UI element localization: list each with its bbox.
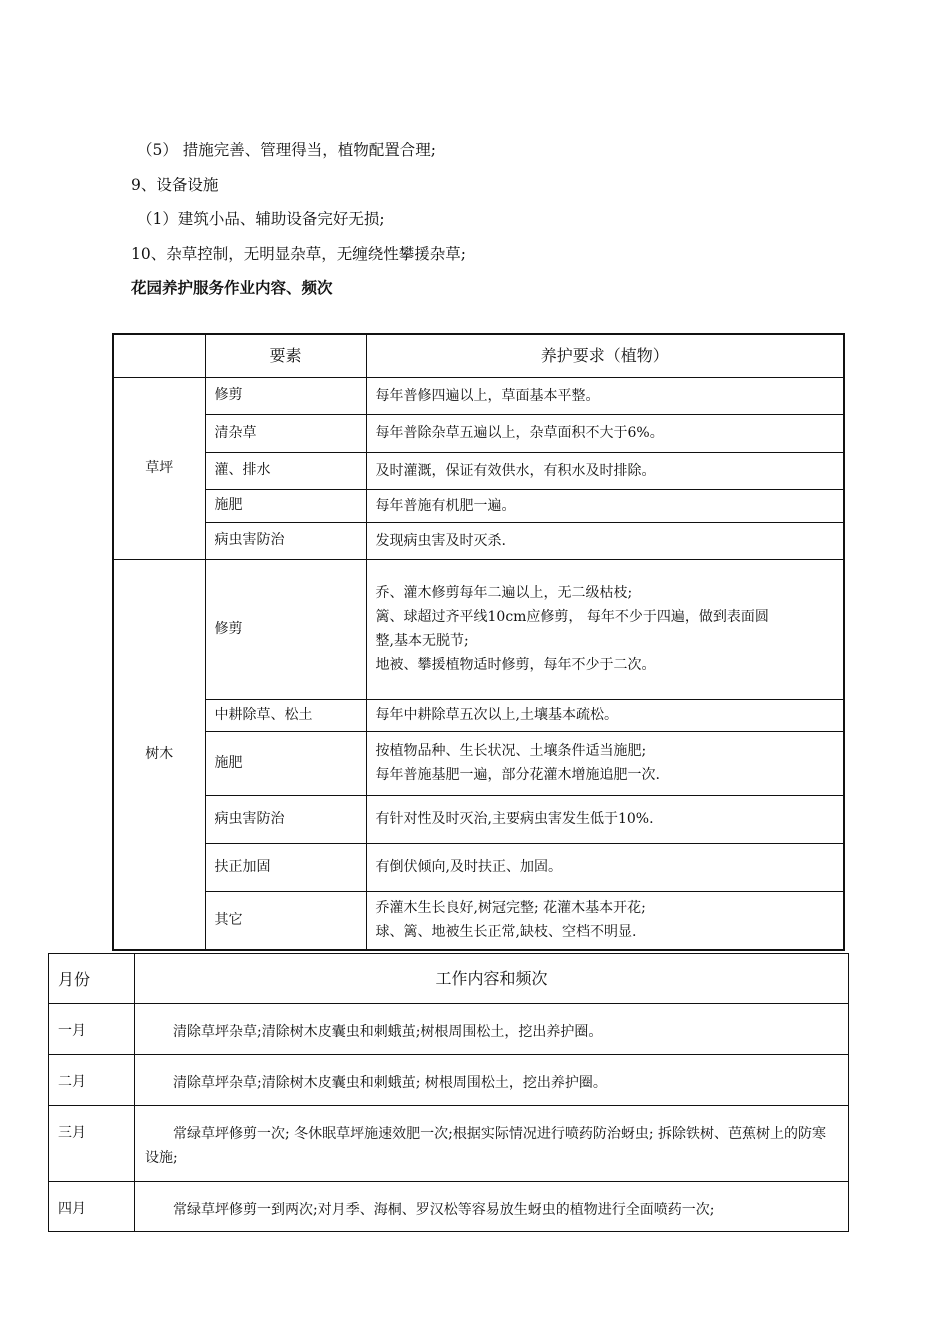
intro-line-2: 9、设备设施 — [131, 176, 219, 194]
header-content: 工作内容和频次 — [135, 954, 849, 1004]
element-cell: 施肥 — [205, 731, 366, 795]
requirement-cell: 乔、灌木修剪每年二遍以上，无二级枯枝; 篱、球超过齐平线10cm应修剪， 每年不少于四遍，做到表面圆 整,基本无脱节; 地被、攀援植物适时修剪，每年不少于二次。 — [366, 559, 844, 699]
table-row — [113, 522, 844, 559]
element-cell: 其它 — [205, 891, 366, 950]
content-cell: 常绿草坪修剪一次; 冬休眠草坪施速效肥一次;根据实际情况进行喷药防治蚜虫; 拆除铁树、芭蕉树上的防寒设施; — [135, 1106, 849, 1182]
table-row — [49, 1004, 849, 1055]
intro-line-3: （1）建筑小品、辅助设备完好无损; — [137, 210, 385, 228]
requirement-cell: 发现病虫害及时灭杀. — [366, 522, 844, 559]
requirement-cell: 每年普除杂草五遍以上，杂草面积不大于6%。 — [366, 414, 844, 452]
requirement-cell: 乔灌木生长良好,树冠完整; 花灌木基本开花; 球、篱、地被生长正常,缺枝、空档不明显. — [366, 891, 844, 950]
requirement-cell: 及时灌溉，保证有效供水，有积水及时排除。 — [366, 452, 844, 489]
table-row — [113, 891, 844, 950]
table-row — [113, 489, 844, 522]
maintenance-header-row — [113, 334, 844, 377]
element-cell: 清杂草 — [205, 414, 366, 452]
requirement-cell: 有倒伏倾向,及时扶正、加固。 — [366, 843, 844, 891]
table-row — [113, 559, 844, 699]
element-cell: 扶正加固 — [205, 843, 366, 891]
content-cell: 清除草坪杂草;清除树木皮囊虫和刺蛾茧; 树根周围松土，挖出养护圈。 — [135, 1055, 849, 1106]
table-row — [49, 1106, 849, 1182]
table-row — [113, 414, 844, 452]
table-row — [113, 452, 844, 489]
intro-line-1: （5） 措施完善、管理得当，植物配置合理; — [137, 141, 437, 159]
requirement-cell: 按植物品种、生长状况、土壤条件适当施肥; 每年普施基肥一遍，部分花灌木增施追肥一次. — [366, 731, 844, 795]
requirement-cell: 每年普修四遍以上，草面基本平整。 — [366, 377, 844, 414]
header-category — [113, 334, 205, 377]
table-row — [113, 377, 844, 414]
intro-line-4: 10、杂草控制，无明显杂草，无缠绕性攀援杂草; — [131, 245, 466, 263]
element-cell: 中耕除草、松土 — [205, 699, 366, 731]
element-cell: 施肥 — [205, 489, 366, 522]
monthly-table — [48, 953, 849, 1232]
element-cell: 灌、排水 — [205, 452, 366, 489]
element-cell: 病虫害防治 — [205, 522, 366, 559]
header-month: 月份 — [49, 954, 135, 1004]
month-cell: 一月 — [49, 1004, 135, 1055]
requirement-cell: 每年中耕除草五次以上,土壤基本疏松。 — [366, 699, 844, 731]
content-cell: 清除草坪杂草;清除树木皮囊虫和刺蛾茧;树根周围松土，挖出养护圈。 — [135, 1004, 849, 1055]
table-row — [49, 1055, 849, 1106]
category-lawn: 草坪 — [113, 377, 205, 559]
month-cell: 三月 — [49, 1106, 135, 1182]
category-trees: 树木 — [113, 559, 205, 950]
header-element: 要素 — [205, 334, 366, 377]
table-row — [113, 731, 844, 795]
content-cell: 常绿草坪修剪一到两次;对月季、海桐、罗汉松等容易放生蚜虫的植物进行全面喷药一次; — [135, 1182, 849, 1232]
table-row — [113, 843, 844, 891]
element-cell: 修剪 — [205, 377, 366, 414]
table-row — [49, 1182, 849, 1232]
requirement-cell: 每年普施有机肥一遍。 — [366, 489, 844, 522]
table-row — [113, 699, 844, 731]
section-title: 花园养护服务作业内容、频次 — [131, 279, 333, 297]
header-requirement: 养护要求（植物） — [366, 334, 844, 377]
element-cell: 修剪 — [205, 559, 366, 699]
table-row — [113, 795, 844, 843]
requirement-cell: 有针对性及时灭治,主要病虫害发生低于10%. — [366, 795, 844, 843]
month-cell: 四月 — [49, 1182, 135, 1232]
maintenance-table — [112, 333, 845, 951]
monthly-header-row — [49, 954, 849, 1004]
month-cell: 二月 — [49, 1055, 135, 1106]
element-cell: 病虫害防治 — [205, 795, 366, 843]
